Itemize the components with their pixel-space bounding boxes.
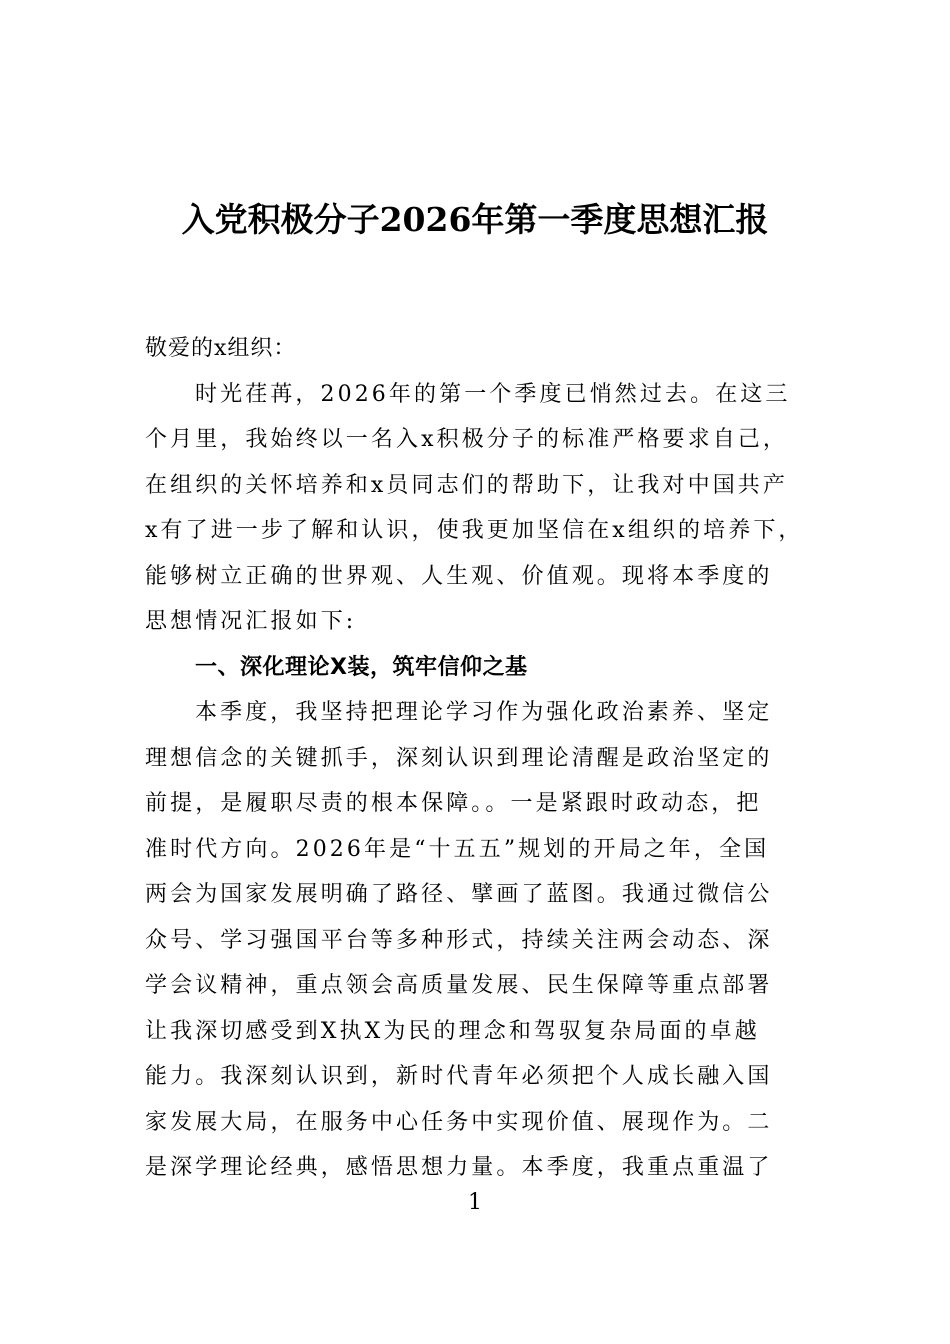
paragraph-line: 思想情况汇报如下: <box>145 609 357 634</box>
page-number: 1 <box>468 1190 482 1215</box>
paragraph-line: 家发展大局，在服务中心任务中实现价值、展现作为。二 <box>145 1109 773 1135</box>
paragraph-line: 能够树立正确的世界观、人生观、价值观。现将本季度的 <box>145 563 773 589</box>
paragraph-line: x有了进一步了解和认识，使我更加坚信在x组织的培养下， <box>145 518 804 543</box>
paragraph-line: 让我深切感受到X执X为民的理念和驾驭复杂局面的卓越 <box>145 1018 760 1044</box>
document-body <box>145 326 805 1191</box>
paragraph-line: 能力。我深刻认识到，新时代青年必须把个人成长融入国 <box>145 1064 773 1089</box>
document-title: 入党积极分子2026年第一季度思想汇报 <box>181 200 769 239</box>
paragraph-line: 众号、学习强国平台等多种形式，持续关注两会动态、深 <box>145 927 773 953</box>
paragraph-line: 准时代方向。2026年是“十五五”规划的开局之年，全国 <box>145 836 770 862</box>
paragraph-line: 理想信念的关键抓手，深刻认识到理论清醒是政治坚定的 <box>145 745 773 771</box>
paragraph-line: 时光荏苒，2026年的第一个季度已悄然过去。在这三 <box>195 381 791 407</box>
section-heading: 一、深化理论X装，筑牢信仰之基 <box>195 654 528 680</box>
paragraph-line: 两会为国家发展明确了路径、擘画了蓝图。我通过微信公 <box>145 882 773 907</box>
paragraph-line: 个月里，我始终以一名入x积极分子的标准严格要求自己， <box>145 427 789 452</box>
paragraph-line: 在组织的关怀培养和x员同志们的帮助下，让我对中国共产 <box>145 472 789 498</box>
paragraph-line: 本季度，我坚持把理论学习作为强化政治素养、坚定 <box>195 700 773 725</box>
paragraph-line: 是深学理论经典，感悟思想力量。本季度，我重点重温了 <box>145 1155 773 1180</box>
paragraph-line: 学会议精神，重点领会高质量发展、民生保障等重点部署 <box>145 973 773 998</box>
paragraph-line: 前提，是履职尽责的根本保障。。一是紧跟时政动态，把 <box>145 791 762 816</box>
salutation-line: 敬爱的x组织： <box>145 336 297 361</box>
